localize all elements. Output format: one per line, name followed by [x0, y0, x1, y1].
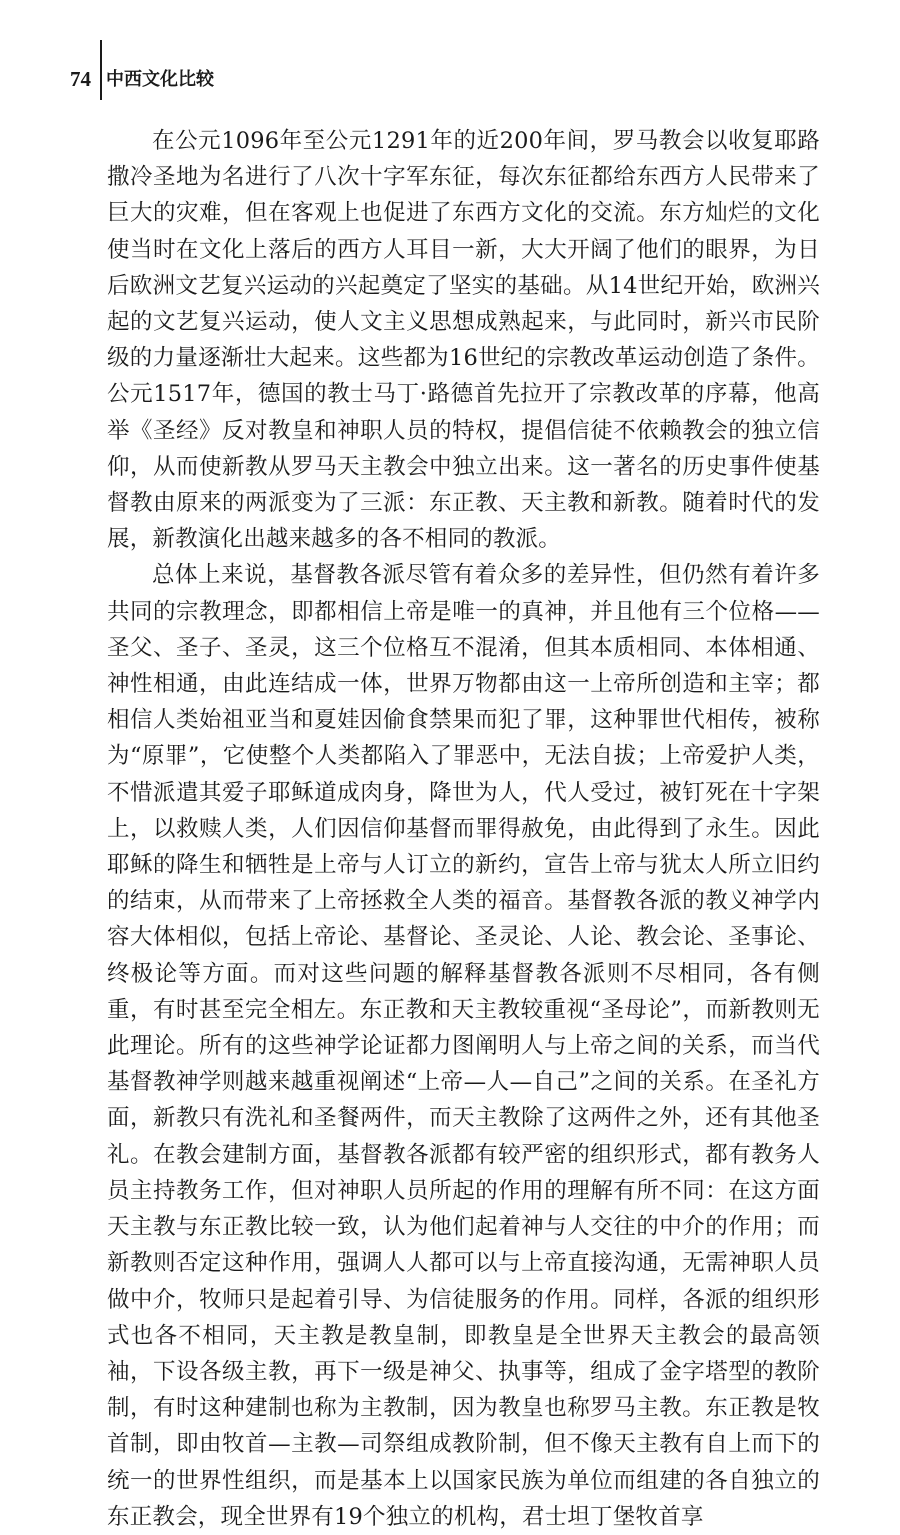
paragraph-christian-doctrine: 总体上来说，基督教各派尽管有着众多的差异性，但仍然有着许多共同的宗教理念，即都相信上帝是唯一的真神，并且他有三个位格——圣父、圣子、圣灵，这三个位格互不混淆，但其本质相同、本体相通、神性相通，由此连结成一体，世界万物都由这一上帝所创造和主宰；都相信人类始祖亚当和夏娃因偷食禁果而犯了罪，这种罪世代相传，被称为“原罪”，它使整个人类都陷入了罪恶中，无法自拔；上帝爱护人类，不惜派遣其爱子耶稣道成肉身，降世为人，代人受过，被钉死在十字架上，以救赎人类，人们因信仰基督而罪得赦免，由此得到了永生。因此耶稣的降生和牺牲是上帝与人订立的新约，宣告上帝与犹太人所立旧约的结束，从而带来了上帝拯救全人类的福音。基督教各派的教义神学内容大体相似，包括上帝论、基督论、圣灵论、人论、教会论、圣事论、终极论等方面。而对这些问题的解释基督教各派则不尽相同，各有侧重，有时甚至完全相左。东正教和天主教较重视“圣母论”，而新教则无此理论。所有的这些神学论证都力图阐明人与上帝之间的关系，而当代基督教神学则越来越重视阐述“上帝—人—自己”之间的关系。在圣礼方面，新教只有洗礼和圣餐两件，而天主教除了这两件之外，还有其他圣礼。在教会建制方面，基督教各派都有较严密的组织形式，都有教务人员主持教务工作，但对神职人员所起的作用的理解有所不同：在这方面天主教与东正教比较一致，认为他们起着神与人交往的中介的作用；而新教则否定这种作用，强调人人都可以与上帝直接沟通，无需神职人员做中介，牧师只是起着引导、为信徒服务的作用。同样，各派的组织形式也各不相同，天主教是教皇制，即教皇是全世界天主教会的最高领袖，下设各级主教，再下一级是神父、执事等，组成了金字塔型的教阶制，有时这种建制也称为主教制，因为教皇也称罗马主教。东正教是牧首制，即由牧首—主教—司祭组成教阶制，但不像天主教有自上而下的统一的世界性组织，而是基本上以国家民族为单位而组建的各自独立的东正教会，现全世界有19个独立的机构，君士坦丁堡牧首享	[107, 562, 820, 1530]
paragraph-crusades: 在公元1096年至公元1291年的近200年间，罗马教会以收复耶路撒冷圣地为名进行了八次十字军东征，每次东征都给东西方人民带来了巨大的灾难，但在客观上也促进了东西方文化的交流。东方灿烂的文化使当时在文化上落后的西方人耳目一新，大大开阔了他们的眼界，为日后欧洲文艺复兴运动的兴起奠定了坚实的基础。从14世纪开始，欧洲兴起的文艺复兴运动，使人文主义思想成熟起来，与此同时，新兴市民阶级的力量逐渐壮大起来。这些都为16世纪的宗教改革运动创造了条件。公元1517年，德国的教士马丁·路德首先拉开了宗教改革的序幕，他高举《圣经》反对教皇和神职人员的特权，提倡信徒不依赖教会的独立信仰，从而使新教从罗马天主教会中独立出来。这一著名的历史事件使基督教由原来的两派变为了三派：东正教、天主教和新教。随着时代的发展，新教演化出越来越多的各不相同的教派。	[107, 128, 820, 553]
header-divider	[100, 40, 102, 100]
body-text	[107, 123, 820, 1535]
page-number: 74	[70, 67, 91, 91]
running-title: 中西文化比较	[106, 69, 214, 90]
